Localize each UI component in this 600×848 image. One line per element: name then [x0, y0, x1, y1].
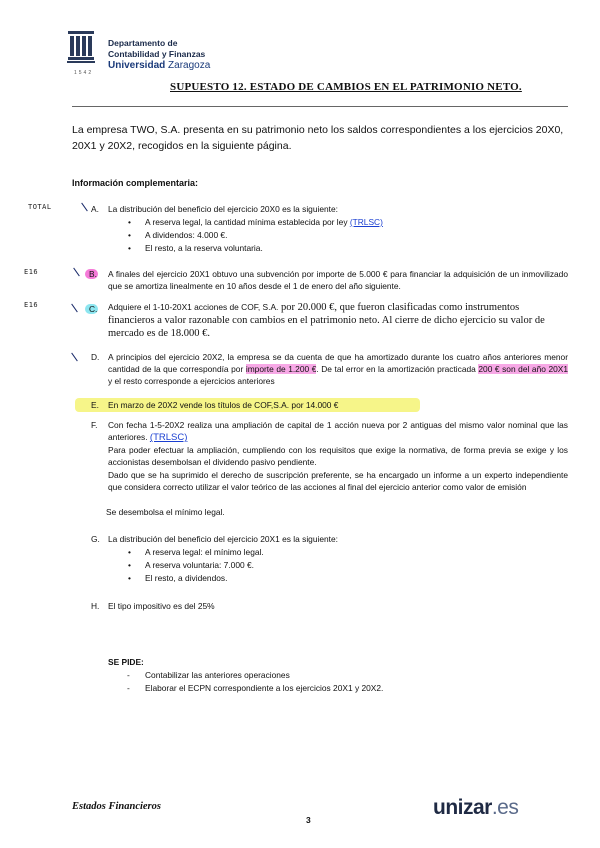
unizar-brand-logo — [433, 796, 518, 820]
department-logo-text — [108, 38, 210, 71]
annotation-e16-c: E16 — [24, 301, 39, 309]
university-crest-icon — [66, 28, 96, 68]
item-a-bullet-3: • El resto, a la reserva voluntaria. — [145, 242, 263, 254]
check-mark-b — [73, 268, 80, 277]
item-f-text — [108, 419, 568, 444]
item-f-paragraph-3: Dado que se ha suprimido el derecho de suscripción preferente, se ha encargado un informe a un experto independiente que considera correcto utilizar el valor teórico de las acciones al final del ejercicio anterior como valor de emisión — [108, 470, 568, 493]
trlsc-link-a[interactable]: (TRLSC) — [349, 217, 383, 227]
page-title: SUPUESTO 12. ESTADO DE CAMBIOS EN EL PATRIMONIO NETO. — [170, 81, 522, 93]
se-pide-heading: SE PIDE: — [108, 657, 144, 667]
footer-course-name: Estados Financieros — [72, 801, 161, 812]
check-mark-d — [71, 353, 78, 362]
item-c-label: C. — [89, 304, 98, 314]
item-g-bullet-2: • A reserva voluntaria: 7.000 €. — [145, 559, 254, 571]
item-d-highlight-1: importe de 1.200 € — [245, 364, 317, 375]
item-d-text-1: A principios del ejercicio 20X2, la empresa se da cuenta de que ha amortizado durante los cuatro años anteriores menor cantidad de la que correspondía por — [108, 352, 568, 375]
item-d-text-3: y el resto corresponde a ejercicios anteriores — [108, 376, 275, 387]
item-h-label: H. — [91, 601, 100, 611]
item-c-text — [108, 301, 568, 340]
item-b-label: B. — [89, 269, 97, 279]
university-name — [108, 60, 210, 71]
dept-line2: Contabilidad y Finanzas — [108, 49, 206, 59]
item-a-text: La distribución del beneficio del ejercicio 20X0 es la siguiente: — [108, 204, 338, 214]
brand-main: unizar — [433, 796, 492, 819]
item-d-text — [108, 351, 568, 388]
dept-line1: Departamento de — [108, 38, 178, 48]
item-a-bullet-1 — [145, 216, 383, 228]
check-mark-a — [81, 203, 88, 212]
item-g-label: G. — [91, 534, 100, 544]
item-f-label: F. — [91, 420, 98, 430]
item-e-label: E. — [91, 400, 99, 410]
item-f-paragraph-2: Para poder efectuar la ampliación, cumpliendo con los requisitos que exige la normativa, de forma previa se exige y los accionistas desembolsan el dividendo pasivo pendiente. — [108, 445, 568, 468]
founding-year: 1542 — [74, 70, 94, 76]
item-d-text-2: . De tal error en la amortización practicada — [316, 364, 479, 375]
annotation-total: TOTAL — [28, 203, 52, 211]
trlsc-link-f[interactable]: (TRLSC) — [149, 432, 188, 444]
item-a-bullet-1-text: A reserva legal, la cantidad mínima establecida por ley — [145, 217, 348, 227]
check-mark-c — [71, 304, 78, 313]
item-f-text-1: Con fecha 1-5-20X2 realiza una ampliación de capital de 1 acción nueva por 2 antiguas del mismo valor nominal que las anteriores. — [108, 420, 568, 443]
item-g-text: La distribución del beneficio del ejercicio 20X1 es la siguiente: — [108, 534, 338, 544]
intro-paragraph: La empresa TWO, S.A. presenta en su patrimonio neto los saldos correspondientes a los ejercicios 20X0, 20X1 y 20X2, recogidos en la siguiente página. — [72, 124, 564, 152]
item-g-bullet-1: • A reserva legal: el mínimo legal. — [145, 546, 264, 558]
item-c-text-serif: por 20.000 €, que fueron clasificadas como instrumentos financieros a valor razonable con cambios en el patrimonio neto. Al cierre de dicho ejercicio su valor de mercado es de 18.000 €. — [108, 302, 545, 339]
item-d-label: D. — [91, 352, 100, 362]
item-e-text: En marzo de 20X2 vende los títulos de COF,S.A. por 14.000 € — [108, 400, 339, 410]
item-d-highlight-2: 200 € son del año 20X1 — [478, 364, 569, 375]
item-g-bullet-3: • El resto, a dividendos. — [145, 572, 227, 584]
info-heading: Información complementaria: — [72, 178, 199, 188]
annotation-e16-b: E16 — [24, 268, 39, 276]
se-pide-item-2: - Elaborar el ECPN correspondiente a los ejercicios 20X1 y 20X2. — [145, 682, 383, 694]
item-a-label: A. — [91, 204, 99, 214]
item-b-text: A finales del ejercicio 20X1 obtuvo una subvención por importe de 5.000 € para financiar la adquisición de un inmovilizado que se amortiza linealmente en 10 años desde el 1 de enero del año siguiente. — [108, 269, 568, 292]
item-h-text: El tipo impositivo es del 25% — [108, 601, 215, 611]
title-divider — [72, 106, 568, 107]
item-f-paragraph-4: Se desembolsa el mínimo legal. — [106, 507, 225, 517]
univ-bold: Universidad — [108, 60, 166, 71]
page-number: 3 — [306, 815, 311, 825]
brand-ext: .es — [491, 796, 519, 819]
item-c-text-start: Adquiere el 1-10-20X1 acciones de COF, S.A. — [108, 302, 279, 312]
univ-light: Zaragoza — [168, 60, 211, 71]
se-pide-item-1: - Contabilizar las anteriores operaciones — [145, 669, 290, 681]
item-a-bullet-2: • A dividendos: 4.000 €. — [145, 229, 227, 241]
